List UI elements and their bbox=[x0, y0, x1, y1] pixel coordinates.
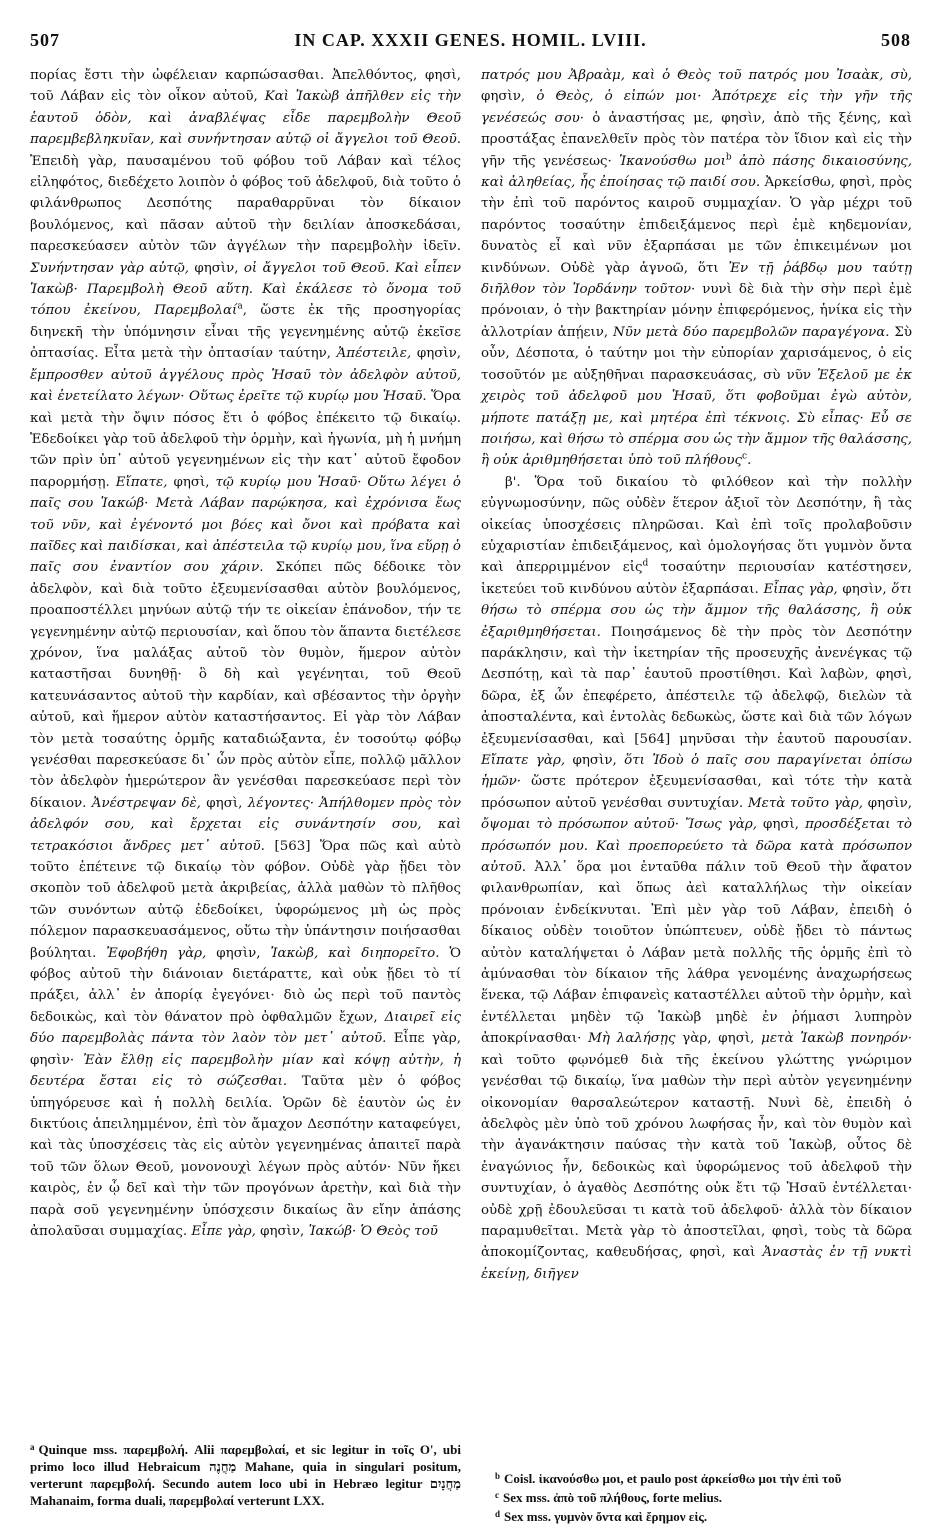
scripture-quote: Καὶ Ἰακὼβ ἀπῆλθεν εἰς τὴν ἑαυτοῦ ὁδὸν, καὶ ἀναβλέψας εἶδε παρεμβολὴν Θεοῦ παρεμβεβληκυῖαν, καὶ συνήντησαν αὐτῷ οἱ ἄγγελοι τοῦ Θεοῦ. bbox=[30, 89, 461, 148]
text-span: καὶ τοῦτο φῳνόμεθ διὰ τῆς ἐκείνου γλώττης γνώριμον γενέσθαι τῷ δικαίῳ, ἵνα μαθὼν τὴν περὶ αὐτὸν γεγενημένην οἰκονομίαν θαρσαλεώτερον καταστῇ. Νυνὶ δὲ, ἐπειδὴ ὁ ἀδελφὸς μὲν ὑπὸ τοῦ χρόνου λωφήσας ἦν, καὶ τὸν θυμὸν καὶ τὴν ἀγανάκτησιν παύσας τὴν κατὰ τοῦ Ἰακὼβ, οὗτος δὲ ἐναγώνιος ἦν, δεδοικὼς καὶ ὑφορώμενος τοῦ ἀδελφοῦ τὴν συντυχίαν, ὁ ἀγαθὸς Δεσπότης οὐκ ἔτι τῷ Ἡσαῦ ἐντέλλεται· οὐδὲ χρῇ ἐδουλεῦσαι τι κατὰ τοῦ ἀδελφοῦ· ἀλλὰ τὸν δίκαιον παραμυθεῖται. Μετὰ γὰρ τὸ ἀποστεῖλαι, φησὶ, τοὺς τὰ δῶρα ἀποκομίζοντας, καθευδήσας, φησὶ, καὶ bbox=[481, 1052, 912, 1261]
text-span: φησὶ, bbox=[200, 795, 248, 811]
footnote-mark: c bbox=[495, 1490, 499, 1500]
scripture-quote: ὅτι Ἰδοὺ ὁ παῖς σου παραγίνεται ὀπίσω ἡμῶν· bbox=[481, 753, 912, 790]
footnote-mark: b bbox=[495, 1471, 501, 1481]
scripture-quote: Εἶπε γὰρ, bbox=[191, 1223, 256, 1239]
scripture-quote: οἱ ἄγγελοι τοῦ Θεοῦ. Καὶ εἶπεν Ἰακὼβ· Παρεμβολὴ Θεοῦ αὕτη. Καὶ ἐκάλεσε τὸ ὄνομα τοῦ τόπου ἐκείνου, Παρεμβολαί bbox=[30, 260, 461, 319]
scripture-quote: Εἴπατε γὰρ, bbox=[481, 753, 566, 768]
left-column bbox=[30, 65, 461, 1242]
scripture-quote: Εἶπας γὰρ, bbox=[763, 581, 838, 597]
text-span: φησὶν, bbox=[206, 945, 271, 961]
scripture-quote: προσδέξεται τὸ πρόσωπόν μου. Καὶ προεπορεύετο τὰ δῶρα κατὰ πρόσωπον αὐτοῦ. bbox=[481, 817, 912, 876]
footnote-text: Sex mss. ἀπὸ τοῦ πλήθους, forte melius. bbox=[503, 1490, 723, 1505]
scripture-quote: Μετὰ τοῦτο γὰρ, bbox=[747, 795, 864, 811]
text-span: φησὶ, bbox=[167, 474, 216, 490]
footnote-marker: a bbox=[237, 302, 243, 312]
scripture-quote: Ἐν τῇ ῥάβδῳ μου ταύτῃ διῆλθον τὸν Ἰορδάνην τοῦτον· bbox=[481, 260, 912, 298]
scripture-quote: Συνήντησαν γὰρ αὐτῷ, bbox=[30, 260, 190, 276]
text-span: Ὁ φόβος αὐτοῦ τὴν διάνοιαν διετάραττε, καὶ οὐκ ᾔδει τὸ τί πράξει, ἀλλ᾽ ἐν ἀπορίᾳ ἐγεγόνει· διὸ ὡς περὶ τοῦ παντὸς δεδοικὼς, καὶ τὸν θάνατον πρὸ ὀφθαλμῶν ἔχων, bbox=[30, 945, 462, 1025]
footnote-text: Coisl. ἱκανούσθω μοι, et paulo post ἀρκείσθω μοι τὴν ἐπὶ τοῦ bbox=[504, 1471, 842, 1486]
right-paragraph-2 bbox=[481, 472, 912, 1285]
scripture-quote: ὁ Θεὸς, ὁ εἰπών μοι· Ἀπότρεχε εἰς τὴν γῆν τῆς γενέσεώς σου· bbox=[481, 89, 912, 126]
footnotes-left bbox=[30, 1439, 461, 1509]
footnote-mark: a bbox=[30, 1442, 35, 1452]
running-header bbox=[30, 30, 911, 54]
footnote-c bbox=[495, 1487, 912, 1506]
scripture-quote: Ἐὰν ἔλθῃ εἰς παρεμβολὴν μίαν καὶ κόψῃ αὐτὴν, ἡ δευτέρα ἔσται εἰς τὸ σώζεσθαι. bbox=[30, 1052, 461, 1090]
text-span: φησὶν, bbox=[863, 795, 912, 811]
text-span: Εἶπε γὰρ, φησὶν· bbox=[30, 1031, 461, 1068]
text-span: φησὶν, bbox=[565, 753, 625, 768]
footnote-text: Quinque mss. παρεμβολή. Alii παρεμβολαί, et sic legitur in τοῖς Ο', ubi primo loco illud Hebraicum מַחֲנֶה Mahane, quia in singulari positum, verterunt παρεμβολή. Secundo autem loco ubi in Hebræo legitur מַחֲנָיִם Mahanaim, forma duali, παρεμβολαί verterunt LXX. bbox=[30, 1442, 461, 1508]
text-span: Ὅρα καὶ μετὰ τὴν ὄψιν πόσος ἔτι ὁ φόβος ἐπέκειτο τῷ δικαίῳ. Ἐδεδοίκει γὰρ τοῦ ἀδελφοῦ τὴν ὁρμὴν, καὶ ἠγωνία, μὴ ἡ μνήμη τῶν πρὶν ὑπ᾽ αὐτοῦ γεγενημένων εἰς τὴν κατ᾽ αὐτοῦ ἔφοδον παρορμήσῃ. bbox=[30, 389, 461, 490]
text-span: . bbox=[747, 453, 752, 469]
scripture-quote: τῷ κυρίῳ μου Ἡσαῦ· Οὕτω λέγει ὁ παῖς σου Ἰακώβ· Μετὰ Λάβαν παρῴκησα, καὶ ἐχρόνισα ἕως τοῦ νῦν, καὶ ἐγένοντό μοι βόες καὶ ὄνοι καὶ πρόβατα καὶ παῖδες καὶ παιδίσκαι, καὶ ἀπέστειλα τῷ κυρίῳ μου, ἵνα εὕρῃ ὁ παῖς σου ἐναντίον σου χάριν. bbox=[30, 474, 461, 576]
footnote-a bbox=[30, 1439, 461, 1509]
scripture-quote: μετὰ Ἰακὼβ πονηρόν· bbox=[761, 1031, 912, 1047]
footnote-d bbox=[495, 1506, 912, 1525]
scripture-quote: Ἀναστὰς ἐν τῇ νυκτὶ ἐκείνῃ, διῆγεν bbox=[481, 1245, 912, 1282]
text-span: Ἀλλ᾽ ὅρα μοι ἐνταῦθα πάλιν τοῦ Θεοῦ τὴν ἄφατον φιλανθρωπίαν, καὶ ὅπως ἀεὶ καταλλήλως τὴν οἰκείαν πρόνοιαν ἐνδείκνυται. Ἐπὶ μὲν γὰρ τοῦ Λάβαν, ἐπειδὴ ὁ δίκαιος οὐδὲν τοιοῦτον ὑπώπτευεν, οὐδὲ ᾔδει τὸ πάντως αὐτὸν καταλήψεται ὁ Λάβαν μετὰ πολλῆς τῆς ὁρμῆς ἐπὶ τὸ ἀμύνασθαι τὸν δίκαιον τῆς λάθρα γενομένης ἀναχωρήσεως ἕνεκα, τῷ Λάβαν ἐπιφανεὶς καταστέλλει αὐτοῦ τὴν ὁρμὴν, καὶ ἐντέλλεται μηδὲν τῷ Ἰακὼβ μηδὲ ἐν ῥήμασι λυπηρὸν ἀποκρίνασθαι· bbox=[481, 860, 912, 1047]
running-title: IN CAP. XXXII GENES. HOMIL. LVIII. bbox=[294, 30, 647, 50]
text-span: νυνὶ δὲ διὰ τὴν σὴν περὶ ἐμὲ πρόνοιαν, ὁ τὴν βακτηρίαν μόνην ἐπιφερόμενος, ἡνίκα εἰς τὴν ἀλλοτρίαν ἀπῄειν, bbox=[481, 282, 912, 340]
text-span: Ποιησάμενος δὲ τὴν πρὸς τὸν Δεσπότην παράκλησιν, καὶ τὴν ἱκετηρίαν τῆς προσευχῆς ἀνενέγκας τῷ Δεσπότῃ, καὶ τὰ παρ᾽ ἑαυτοῦ προστίθησι. Καὶ λαβὼν, φησὶ, δῶρα, ἐξ ὧν ἐπεφέρετο, ἀπέστειλε τῷ ἀδελφῷ, διελὼν τὰ ἀποσταλέντα, καὶ ἐντολὰς δεδωκὼς, ὥστε καὶ διὰ τῶν λόγων ἐξευμενίσασθαι, καὶ [564] μηνῦσαι τὴν ἑαυτοῦ παρουσίαν. bbox=[481, 624, 912, 747]
scripture-quote: ἔμπροσθεν αὐτοῦ ἀγγέλους πρὸς Ἡσαῦ τὸν ἀδελφὸν αὐτοῦ, καὶ ἐνετείλατο λέγων· Οὕτως ἐρεῖτε τῷ κυρίῳ μου Ἡσαῦ. bbox=[30, 367, 461, 405]
scripture-quote: ὅτι θήσω τὸ σπέρμα σου ὡς τὴν ἄμμον τῆς θαλάσσης, ἣ οὐκ ἐξαριθμηθήσεται. bbox=[481, 581, 913, 640]
text-span: φησὶν, bbox=[189, 260, 244, 276]
scripture-quote: Ἰακὼβ, καὶ διηπορεῖτο. bbox=[270, 945, 440, 961]
text-span: φησὶν, bbox=[255, 1223, 309, 1239]
scripture-quote: Ἀπέστειλε, bbox=[336, 346, 412, 362]
text-span: γὰρ, φησὶ, bbox=[675, 1031, 762, 1047]
footnote-marker: d bbox=[642, 558, 649, 569]
scripture-quote: ὄψομαι τὸ πρόσωπον αὐτοῦ· Ἴσως γὰρ, bbox=[481, 817, 757, 833]
footnote-marker: b bbox=[725, 152, 732, 163]
text-span: τοσαύτην περιουσίαν κατέστησεν, ἱκετεύει τοῦ κινδύνου αὐτὸν ἐξαρπάσαι. bbox=[481, 560, 913, 597]
scripture-quote: ἀπὸ πάσης δικαιοσύνης, καὶ ἀληθείας, ἧς ἐποίησας τῷ παιδί σου. bbox=[481, 153, 912, 191]
scripture-quote: Νῦν μετὰ δύο παρεμβολῶν παραγέγονα. bbox=[613, 324, 890, 340]
scripture-quote: λέγοντες· Ἀπήλθομεν πρὸς τὸν ἀδελφόν σου, καὶ ἔρχεται εἰς συνάντησίν σου, καὶ τετρακόσιοι ἄνδρες μετ᾽ αὐτοῦ. bbox=[30, 795, 461, 854]
text-span: φησὶ, bbox=[756, 817, 806, 833]
scripture-quote: πατρός μου Ἀβραὰμ, καὶ ὁ Θεὸς τοῦ πατρός μου Ἰσαὰκ, σὺ, bbox=[481, 68, 912, 83]
text-span: ὥστε πρότερον ἐξευμενίσασθαι, καὶ τότε τὴν κατὰ πρόσωπον αὐτοῦ γενέσθαι συντυχίαν. bbox=[481, 774, 912, 811]
text-span: Ἀρκείσθω, φησὶ, πρὸς τὴν ἐπὶ τοῦ παρόντος καιροῦ συμμαχίαν. Ὁ γὰρ μέχρι τοῦ παρόντος τοσαύτην ἐπιδειξάμενος περὶ ἐμὲ κηδεμονίαν, δυνατὸς εἶ καὶ νῦν ἐξαρπάσαι με τῶν ἐπικειμένων μοι κινδύνων. Οὐδὲ γὰρ ἀγνοῶ, ὅτι bbox=[481, 175, 913, 276]
page-number-left: 507 bbox=[30, 30, 60, 50]
scripture-quote: Ἱκανούσθω μοι bbox=[619, 153, 726, 169]
scripture-quote: Ἐξελοῦ με ἐκ χειρὸς τοῦ ἀδελφοῦ μου Ἡσαῦ, ὅτι φοβοῦμαι ἐγὼ αὐτὸν, μήποτε πατάξῃ με, καὶ μητέρα ἐπὶ τέκνοις. Σὺ εἶπας· Εὖ σε ποιήσω, καὶ θήσω τὸ σπέρμα σου ὡς τὴν ἄμμον τῆς θαλάσσης, ἣ οὐκ ἀριθμηθήσεται ὑπὸ τοῦ πλήθους bbox=[481, 367, 913, 469]
text-span: ὁ ἀναστήσας με, φησὶν, ἀπὸ τῆς ξένης, καὶ προστάξας ἐπανελθεῖν πρὸς τὸν πατέρα τὸν ἴδιον καὶ εἰς τὴν γῆν τῆς γενέσεως· bbox=[481, 110, 912, 169]
scripture-quote: Ἐφοβήθη γὰρ, bbox=[106, 945, 207, 961]
text-span: Σὺ οὖν, Δέσποτα, ὁ ταύτην μοι τὴν εὐπορίαν χαρισάμενος, ὁ εἰς τοσοῦτόν με αὐξηθῆναι παρασκευάσας, σὺ νῦν bbox=[481, 324, 912, 383]
left-paragraph bbox=[30, 65, 461, 1242]
text-span: φησὶν, bbox=[837, 581, 892, 597]
text-span: Σκόπει πῶς δέδοικε τὸν ἀδελφὸν, καὶ διὰ τοῦτο ἐξευμενίσασθαι αὐτὸν βουλόμενος, προαποστέλλει μηνύων αὐτῷ τήν τε οἰκείαν ἐπάνοδον, τήν τε γεγενημένην αὐτῷ περιουσίαν, καὶ ὅπου τὸν ἅπαντα διετέλεσε χρόνον, ἵνα μαλάξας αὐτοῦ τὸν θυμὸν, ἥμερον αὐτὸν καταστῆσαι δυνηθῇ· ὃ δὴ καὶ γεγένηται, τοῦ Θεοῦ κατευνάσαντος αὐτοῦ τὴν καρδίαν, καὶ σβέσαντος τὴν ὀργὴν αὐτοῦ, καὶ ἥμερον αὐτὸν καταστήσαντος. Εἰ γὰρ τὸν Λάβαν τὸν μετὰ τοσαύτης ὁρμῆς καταδιώξαντα, ἐν τοσούτῳ φόβῳ γενέσθαι παρεσκεύασε δι᾽ ὧν πρὸς αὐτὸν εἶπε, πολλῷ μᾶλλον τὸν ἀδελφὸν ἡμερώτερον ἂν γενέσθαι παρεσκεύασε περὶ τὸν δίκαιον. bbox=[30, 560, 461, 811]
footnote-marker: c bbox=[742, 451, 748, 462]
text-span: φησὶν, bbox=[481, 89, 537, 105]
footnotes-right bbox=[495, 1468, 912, 1525]
text-span: Ἐπειδὴ γὰρ, παυσαμένου τοῦ φόβου τοῦ Λάβαν καὶ τέλος εἰληφότος, διεδέχετο λοιπὸν ὁ φόβος τοῦ ἀδελφοῦ, διὰ τοῦτο ὁ φιλάνθρωπος Δεσπότης παραθαρρῦναι τὸν δίκαιον βουλόμενος, καὶ πᾶσαν αὐτοῦ τὴν δειλίαν ἀποσκεδάσαι, παρεσκεύασεν αὐτὸν τῶν ἀγγέλων τὴν παρεμβολὴν ἰδεῖν. bbox=[30, 153, 461, 255]
text-span: πορίας ἔστι τὴν ὠφέλειαν καρπώσασθαι. Ἀπελθόντος, φησὶ, τοῦ Λάβαν εἰς τὸν οἶκον αὐτοῦ, bbox=[30, 68, 461, 105]
scripture-quote: Ἰακώβ· Ὁ Θεὸς τοῦ bbox=[308, 1223, 438, 1239]
scripture-quote: Ἀνέστρεψαν δὲ, bbox=[91, 795, 201, 811]
footnote-b bbox=[495, 1468, 912, 1487]
page-number-right: 508 bbox=[881, 30, 911, 50]
scripture-quote: Μὴ λαλήσῃς bbox=[588, 1031, 676, 1047]
text-span: φησὶν, bbox=[411, 346, 462, 362]
scripture-quote: Εἴπατε, bbox=[115, 474, 168, 490]
footnote-text: Sex mss. γυμνὸν ὄντα καὶ ἔρημον εἰς. bbox=[504, 1509, 708, 1524]
text-span: Ταῦτα μὲν ὁ φόβος ὑπηγόρευσε καὶ ἡ πολλὴ δειλία. Ὁρῶν δὲ ἑαυτὸν ὡς ἐν δικτύοις ἀπειλημμένον, ἐπὶ τὸν ἄμαχον Δεσπότην καταφεύγει, καὶ τὰς ὑποσχέσεις τὰς εἰς αὐτὸν γεγενημένας ἀπαιτεῖ παρὰ τοῦ τῶν ὅλων Θεοῦ, μονονουχὶ λέγων πρὸς αὐτόν· Νῦν ἥκει καιρὸς, ἐν ᾧ δεῖ καὶ τὴν τῶν προγόνων ἀρετὴν, καὶ διὰ τὴν παρὰ σοῦ γεγενημένην ὑπόσχεσιν δικαίως ἂν εἴην ἀπάσης ἀπολαῦσαι συμμαχίας. bbox=[30, 1074, 461, 1239]
scripture-quote: Διαιρεῖ εἰς δύο παρεμβολὰς πάντα τὸν λαὸν τὸν μετ᾽ αὐτοῦ. bbox=[30, 1009, 461, 1047]
right-paragraph-1 bbox=[481, 65, 912, 472]
footnote-mark: d bbox=[495, 1509, 501, 1519]
text-span: β'. Ὅρα τοῦ δικαίου τὸ φιλόθεον καὶ τὴν πολλὴν εὐγνωμοσύνην, πῶς οὐδὲν ἕτερον ἀξιοῖ τὸν Δεσπότην, ἢ τὰς οἰκείας ὑποσχέσεις πληρῶσαι. Καὶ ἐπὶ τοῖς προλαβοῦσιν εὐχαριστίαν ἐπιδειξάμενος, καὶ ὁμολογήσας ὅτι γυμνὸν ὄντα καὶ ἀπερριμμένον εἰς bbox=[481, 474, 912, 576]
right-column bbox=[481, 65, 912, 1285]
text-span: , ὥστε ἐκ τῆς προσηγορίας διηνεκῆ τὴν ὑπόμνησιν εἶναι τῆς γεγενημένης αὐτῷ ἐκεῖσε ὀπτασίας. Εἶτα μετὰ τὴν ὀπτασίαν ταύτην, bbox=[30, 303, 461, 362]
text-span: [563] Ὅρα πῶς καὶ αὐτὸ τοῦτο ἐπέτεινε τῷ δικαίῳ τὸν φόβον. Οὐδὲ γὰρ ᾔδει τὸν σκοπὸν τοῦ ἀδελφοῦ μετὰ ἀκριβείας, ἀλλὰ μαθὼν τὸ πλῆθος τῶν συνόντων αὐτῷ ἐδεδοίκει, ὑφορώμενος μὴ ὡς πρὸς πόλεμον παρασκευασάμενος, οὕτω τὴν ὑπάντησιν ποιήσασθαι βούληται. bbox=[30, 838, 461, 961]
